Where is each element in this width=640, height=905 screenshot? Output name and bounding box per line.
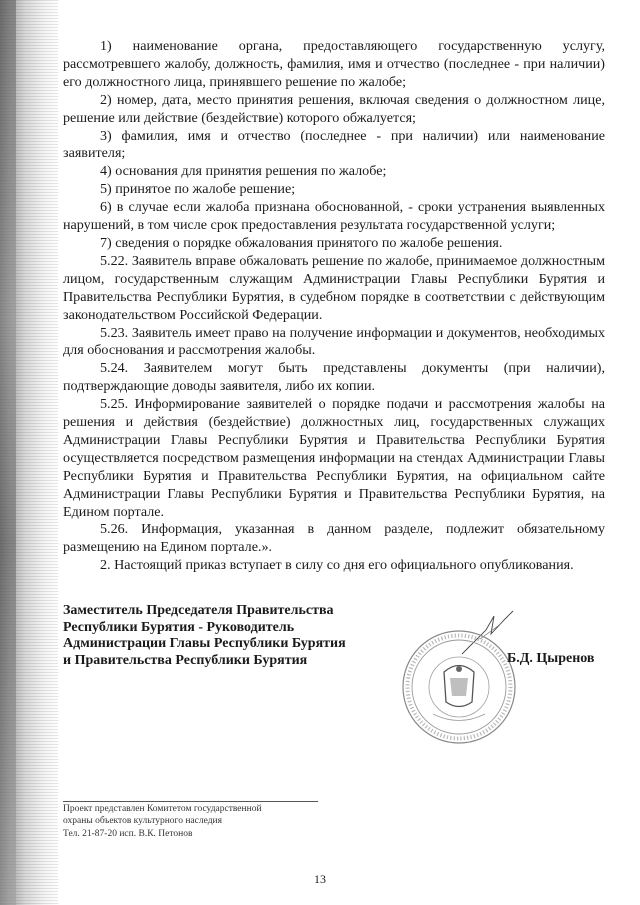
paragraph-5-25: 5.25. Информирование заявителей о порядке подачи и рассмотрения жалобы на решения и действия (бездействие) должностных лиц, государственных служащих Администрации Главы Республики Бурятия и Правительства Республики Бурятия осуществляется посредством размещения информации на стендах Администрации Главы Республики Бурятия и Правительства Республики Бурятия, на официальном сайте Администрации Главы Республики Бурятия и Правительства Республики Бурятия, на Едином портале. bbox=[63, 396, 605, 520]
paragraph-5-24: 5.24. Заявителем могут быть представлены документы (при наличии), подтверждающие доводы заявителя, либо их копии. bbox=[63, 360, 605, 395]
paragraph-item-5: 5) принятое по жалобе решение; bbox=[100, 181, 296, 198]
paragraph-5-23: 5.23. Заявитель имеет право на получение информации и документов, необходимых для обоснования и рассмотрения жалобы. bbox=[63, 324, 605, 359]
official-seal-icon bbox=[400, 628, 518, 746]
paragraph-item-1: 1) наименование органа, предоставляющего государственную услугу, рассмотревшего жалобу, должность, фамилия, имя и отчество (последнее - при наличии) его должностного лица, принявшего решение по жалобе; bbox=[63, 38, 605, 90]
scan-edge-shadow bbox=[0, 0, 58, 905]
footnote-line: охраны объектов культурного наследия bbox=[63, 816, 222, 827]
paragraph-5-26: 5.26. Информация, указанная в данном разделе, подлежит обязательному размещению на Едином портале.». bbox=[63, 521, 605, 556]
signatory-title-line: Администрации Главы Республики Бурятия bbox=[63, 636, 346, 652]
signatory-title-line: и Правительства Республики Бурятия bbox=[63, 652, 308, 668]
paragraph-5-22: 5.22. Заявитель вправе обжаловать решение по жалобе, принимаемое должностным лицом, государственным служащим Администрации Главы Республики Бурятия и Правительства Республики Бурятия, в судебном порядке в соответствии с действующим законодательством Российской Федерации. bbox=[63, 252, 605, 323]
signatory-title-line: Республики Бурятия - Руководитель bbox=[63, 619, 295, 635]
paragraph-item-6: 6) в случае если жалоба признана обоснованной, - сроки устранения выявленных нарушений, в том числе срок предоставления результата государственной услуги; bbox=[63, 199, 605, 234]
executor-footnote bbox=[63, 803, 262, 840]
signatory-title bbox=[63, 603, 383, 669]
document-body bbox=[63, 38, 605, 575]
paragraph-item-4: 4) основания для принятия решения по жалобе; bbox=[100, 163, 387, 180]
paragraph-item-3: 3) фамилия, имя и отчество (последнее - при наличии) или наименование заявителя; bbox=[63, 127, 605, 162]
footnote-line: Тел. 21-87-20 исп. В.К. Петонов bbox=[63, 828, 193, 839]
footnote-divider bbox=[63, 801, 318, 802]
footnote-line: Проект представлен Комитетом государственной bbox=[63, 804, 262, 814]
paragraph-item-7: 7) сведения о порядке обжалования принятого по жалобе решения. bbox=[100, 234, 503, 251]
signatory-name: Б.Д. Цыренов bbox=[507, 651, 595, 666]
paragraph-order-effect: 2. Настоящий приказ вступает в силу со дня его официального опубликования. bbox=[100, 557, 574, 574]
paragraph-item-2: 2) номер, дата, место принятия решения, включая сведения о должностном лице, решение или действие (бездействие) которого обжалуется; bbox=[63, 91, 605, 126]
signatory-title-line: Заместитель Председателя Правительства bbox=[63, 603, 334, 618]
page-number: 13 bbox=[314, 872, 326, 886]
